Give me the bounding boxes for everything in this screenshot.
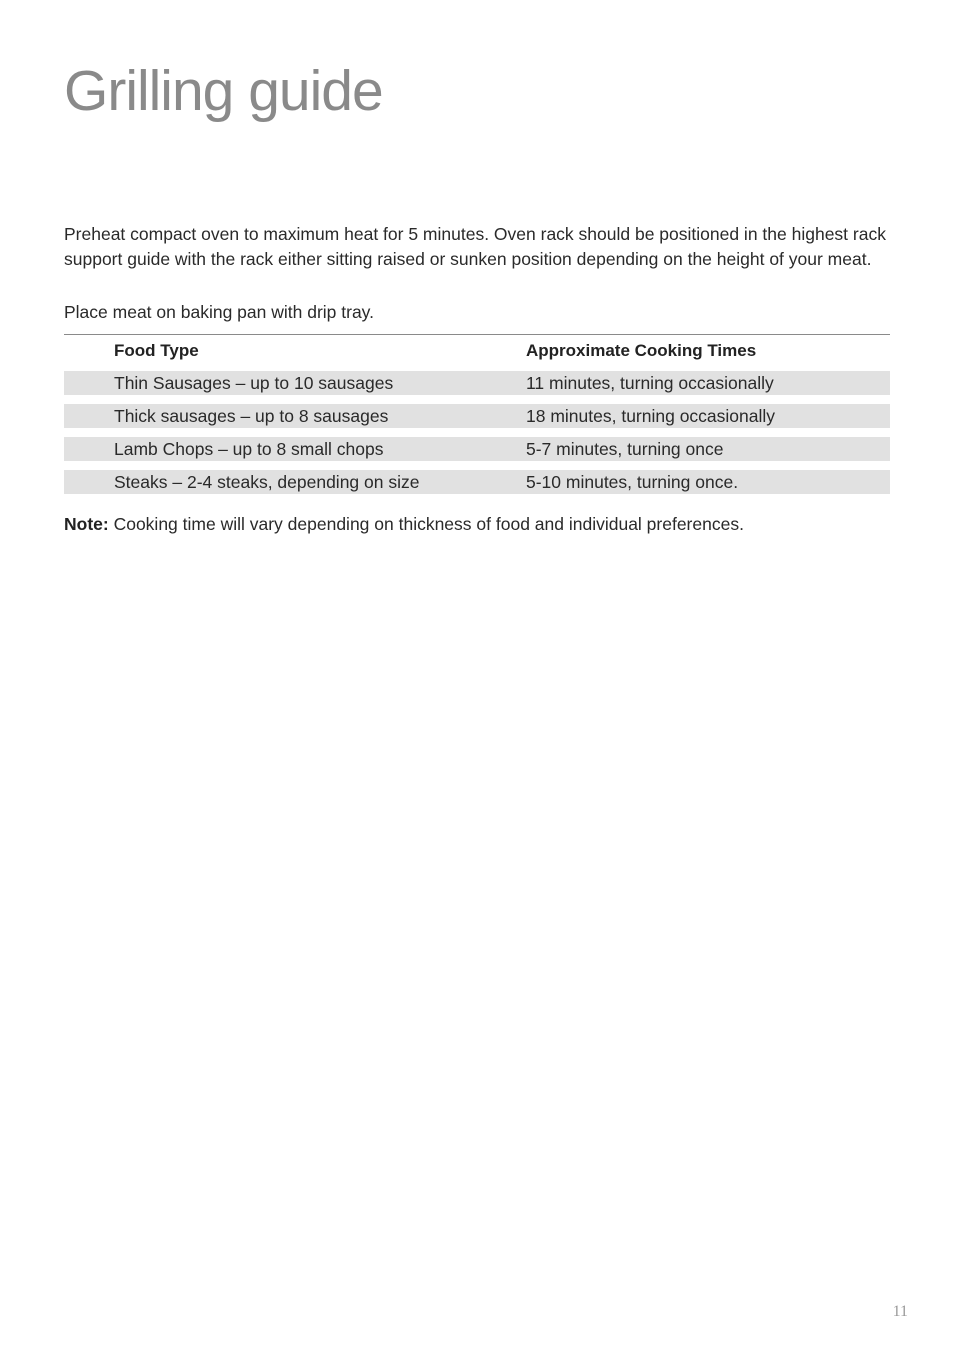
intro-paragraph: Preheat compact oven to maximum heat for 5 minutes. Oven rack should be positioned in the highest rack support guide with the rack either sitting raised or sunken position depending on the height of your meat. xyxy=(64,224,886,269)
food-type-cell: Lamb Chops – up to 8 small chops xyxy=(114,439,384,459)
table-row xyxy=(64,371,890,395)
intro-instruction: Place meat on baking pan with drip tray. xyxy=(64,302,374,322)
page-title: Grilling guide xyxy=(64,59,383,123)
food-type-cell: Thin Sausages – up to 10 sausages xyxy=(114,373,394,393)
table-row xyxy=(64,404,890,428)
table-header-row xyxy=(64,335,890,365)
cooking-time-cell: 18 minutes, turning occasionally xyxy=(526,406,776,426)
note-label: Note: xyxy=(64,514,109,534)
cooking-time-cell: 5-7 minutes, turning once xyxy=(526,439,724,459)
table-row xyxy=(64,470,890,494)
header-cooking-times: Approximate Cooking Times xyxy=(526,341,757,360)
note xyxy=(64,512,890,537)
header-food-type: Food Type xyxy=(114,341,199,360)
food-type-cell: Steaks – 2-4 steaks, depending on size xyxy=(114,472,420,492)
table-row xyxy=(64,437,890,461)
grilling-table xyxy=(64,334,890,503)
note-text: Cooking time will vary depending on thickness of food and individual preferences. xyxy=(108,514,744,534)
cooking-time-cell: 11 minutes, turning occasionally xyxy=(526,373,774,393)
page-number: 11 xyxy=(892,1303,908,1320)
food-type-cell: Thick sausages – up to 8 sausages xyxy=(114,406,389,426)
cooking-time-cell: 5-10 minutes, turning once. xyxy=(526,472,739,492)
